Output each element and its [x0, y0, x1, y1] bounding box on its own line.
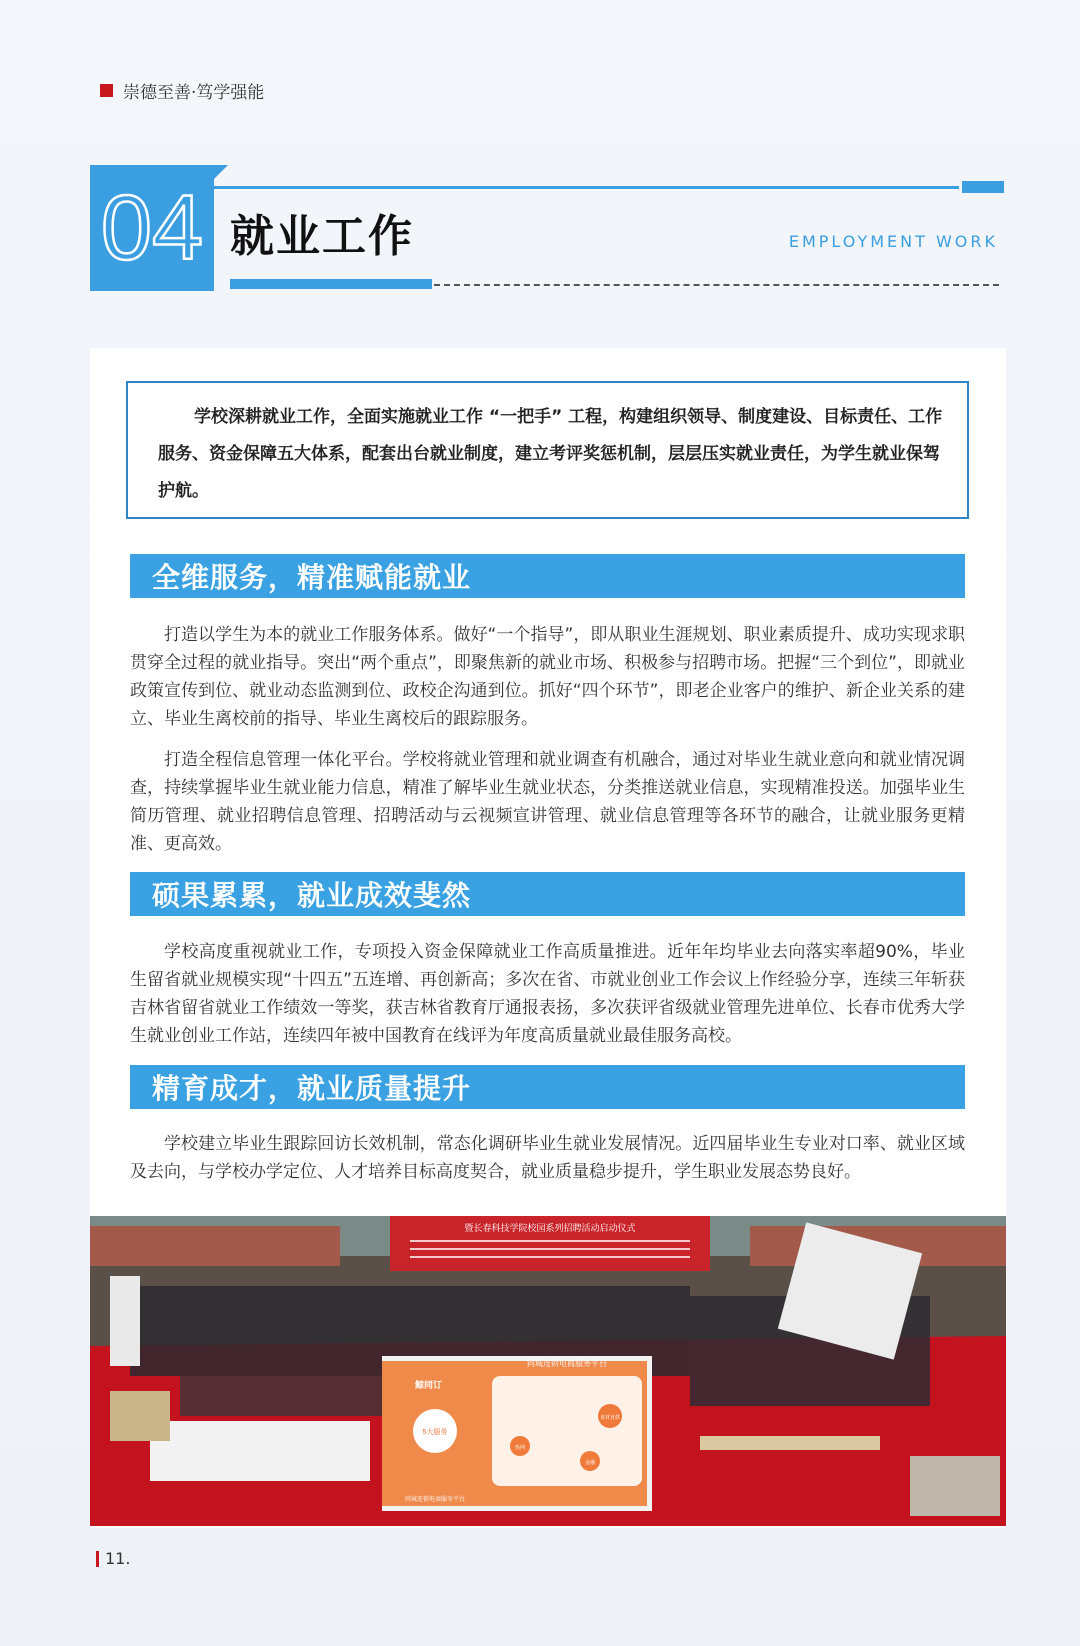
- section-title: 精育成才，就业质量提升: [152, 1072, 472, 1105]
- section-title: 全维服务，精准赋能就业: [152, 561, 472, 594]
- chapter-top-rule: [214, 186, 959, 189]
- booth-badge: 5大服务: [422, 1429, 448, 1436]
- intro-box: 学校深耕就业工作，全面实施就业工作 “一把手” 工程，构建组织领导、制度建设、目标责任、工作服务、资金保障五大体系，配套出台就业制度，建立考评奖惩机制，层层压实就业责任，为学生就业保驾护航。: [126, 381, 969, 519]
- chapter-title-en: EMPLOYMENT WORK: [788, 232, 998, 251]
- job-fair-photo: [90, 1216, 1006, 1526]
- booth-title: 同城连锁电商服务平台: [527, 1359, 607, 1368]
- chapter-number-outline: [97, 173, 207, 283]
- chapter-number-box: [90, 165, 214, 291]
- section-header-2: [130, 872, 965, 916]
- chapter-number: 04: [100, 177, 204, 279]
- booth-item-2: 热网: [514, 1445, 526, 1451]
- red-bar-icon: [96, 1551, 99, 1567]
- booth-item-3: 金融: [584, 1460, 596, 1466]
- chapter-dashed-rule: [434, 284, 999, 286]
- booth-brand: 鲸同订: [415, 1380, 443, 1390]
- section-1-paragraph-1: 打造以学生为本的就业工作服务体系。做好“一个指导”，即从职业生涯规划、职业素质提升、成功实现求职贯穿全过程的就业指导。突出“两个重点”，即聚焦新的就业市场、积极参与招聘市场。把握“三个到位”，即就业政策宣传到位、就业动态监测到位、政校企沟通到位。抓好“四个环节”，即老企业客户的维护、新企业关系的建立、毕业生离校前的指导、毕业生离校后的跟踪服务。: [130, 625, 965, 729]
- chapter-bottom-accent: [230, 279, 432, 289]
- chapter-top-accent: [962, 181, 1004, 193]
- job-fair-illustration: [90, 1216, 1006, 1526]
- page-number-text: 11.: [105, 1549, 131, 1568]
- section-3-paragraph-1: 学校建立毕业生跟踪回访长效机制，常态化调研毕业生就业发展情况。近四届毕业生专业对口率、就业区域及去向，与学校办学定位、人才培养目标高度契合，就业质量稳步提升，学生职业发展态势良好。: [130, 1134, 965, 1182]
- booth-item-1: 食材直供: [599, 1415, 621, 1421]
- booth-footer: 同城连锁电商服务平台: [404, 1497, 466, 1503]
- red-square-icon: [100, 84, 113, 97]
- section-2-paragraph-1: 学校高度重视就业工作，专项投入资金保障就业工作高质量推进。近年年均毕业去向落实率超90%，毕业生留省就业规模实现“十四五”五连增、再创新高；多次在省、市就业创业工作会议上作经验分享，连续三年斩获吉林省留省就业工作绩效一等奖，获吉林省教育厅通报表扬，多次获评省级就业管理先进单位、长春市优秀大学生就业创业工作站，连续四年被中国教育在线评为年度高质量就业最佳服务高校。: [130, 942, 965, 1046]
- section-header-1: [130, 554, 965, 598]
- chapter-title: 就业工作: [230, 211, 414, 262]
- section-1-paragraph-2: 打造全程信息管理一体化平台。学校将就业管理和就业调查有机融合，通过对毕业生就业意向和就业情况调查，持续掌握毕业生就业能力信息，精准了解毕业生就业状态，分类推送就业信息，实现精准投送。加强毕业生简历管理、就业招聘信息管理、招聘活动与云视频宣讲管理、就业信息管理等各环节的融合，让就业服务更精准、更高效。: [130, 750, 965, 854]
- section-title: 硕果累累，就业成效斐然: [152, 879, 472, 912]
- stage-banner-text: 暨长春科技学院校园系列招聘活动启动仪式: [464, 1223, 636, 1233]
- slogan-text: 崇德至善·笃学强能: [123, 83, 265, 103]
- page-number: [96, 1549, 130, 1568]
- header-slogan: [100, 78, 264, 103]
- section-header-3: [130, 1065, 965, 1109]
